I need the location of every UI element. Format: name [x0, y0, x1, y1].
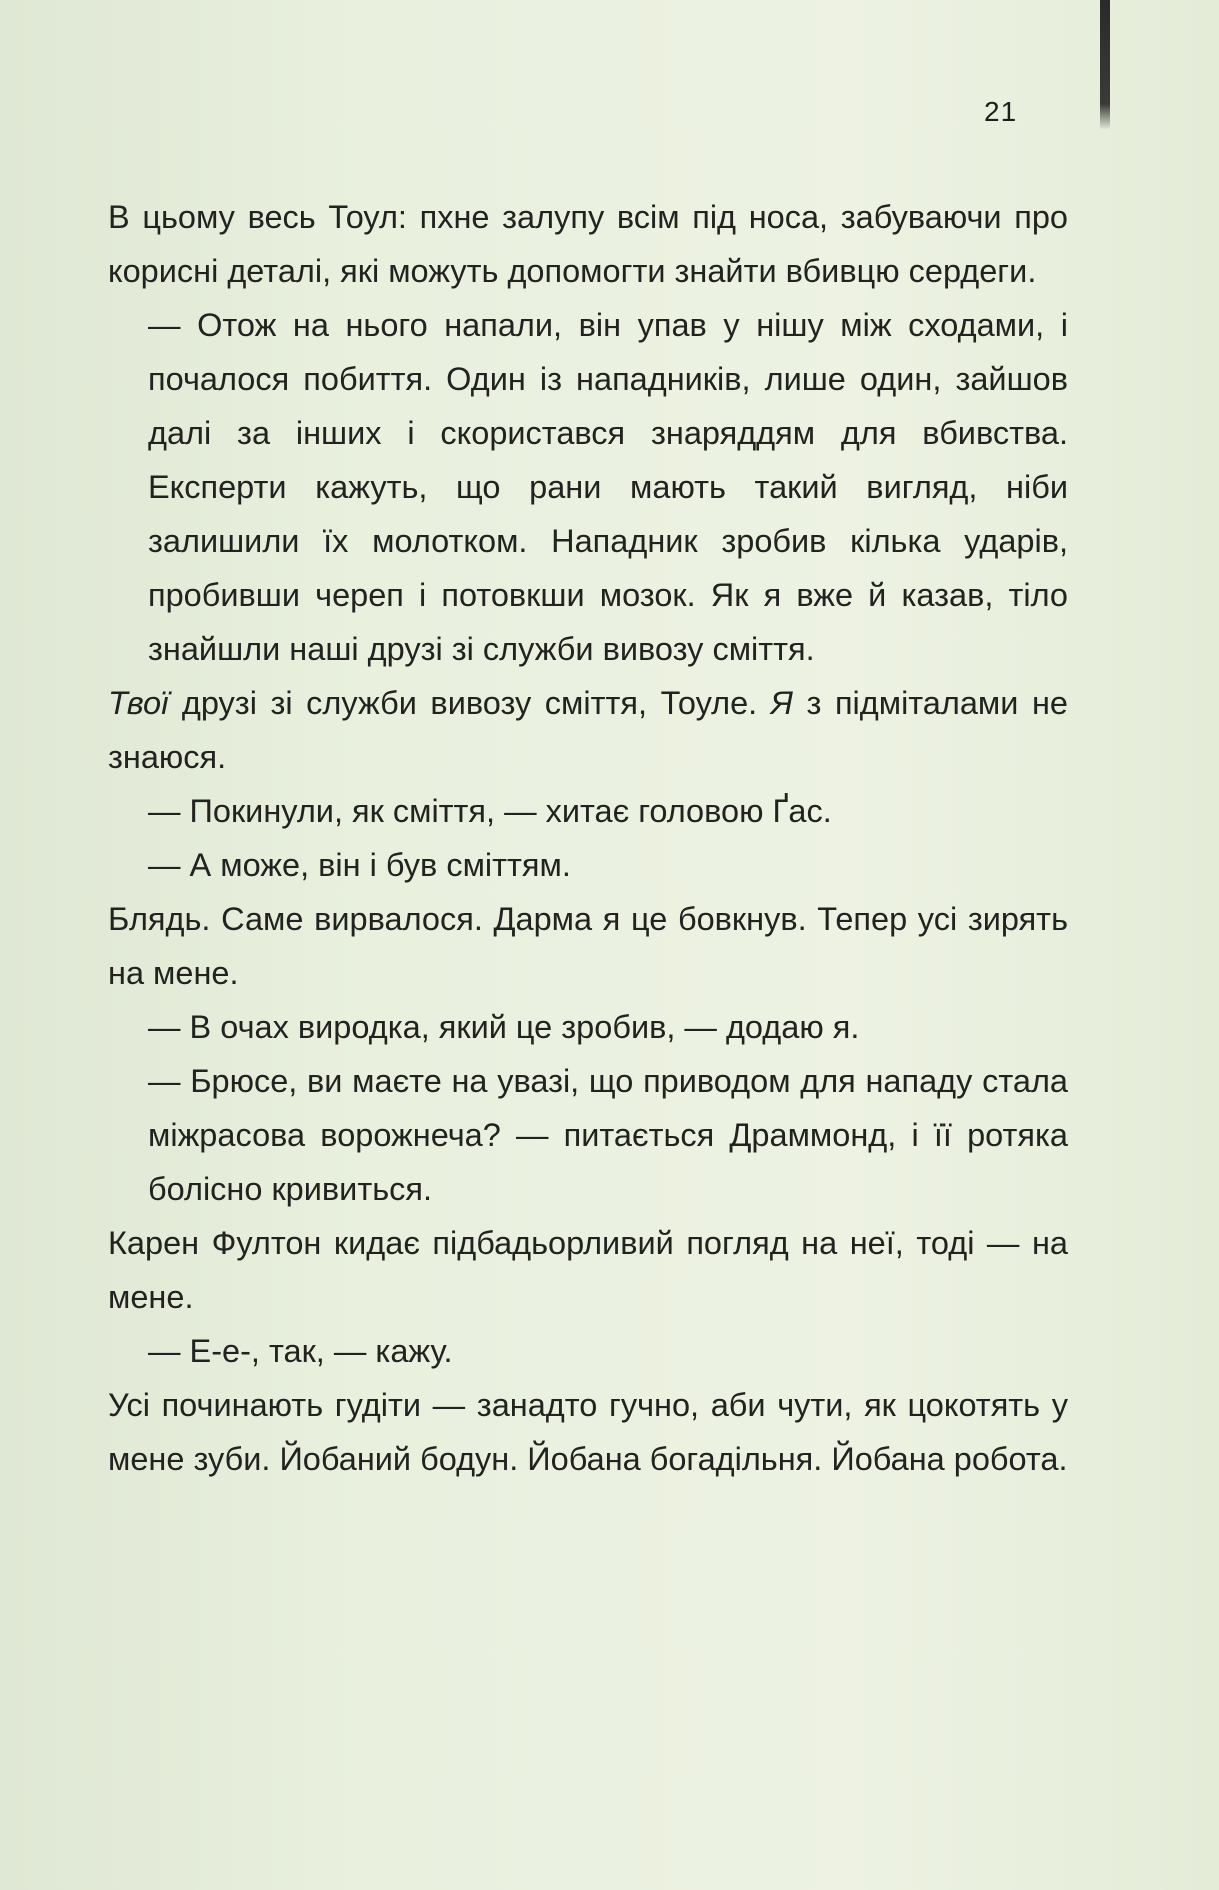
- dialog-paragraph: [108, 784, 1068, 838]
- text-run: — В очах виродка, який це зробив, — додаю я.: [148, 1009, 860, 1045]
- narration-paragraph: [108, 190, 1068, 298]
- text-run: Блядь. Саме вирвалося. Дарма я це бовкнув. Тепер усі зирять на мене.: [108, 901, 1068, 991]
- text-run: друзі зі служби вивозу сміття, Тоуле.: [168, 685, 771, 721]
- page-edge-shadow: [1100, 0, 1110, 130]
- text-run: — Е-е-, так, — кажу.: [148, 1333, 453, 1369]
- text-run: — Брюсе, ви маєте на увазі, що приводом для нападу стала міжрасова ворожнеча? — питається Драммонд, і її ротяка болісно кривиться.: [148, 1063, 1068, 1207]
- italic-text: Твої: [108, 685, 169, 721]
- italic-text: Я: [770, 685, 793, 721]
- dialog-paragraph: [108, 1054, 1068, 1216]
- page-number: 21: [984, 96, 1018, 127]
- narration-paragraph: [108, 1216, 1068, 1324]
- dialog-paragraph: [108, 1000, 1068, 1054]
- dialog-paragraph: [108, 838, 1068, 892]
- dialog-paragraph: [108, 1324, 1068, 1378]
- text-run: Усі починають гудіти — занадто гучно, аби чути, як цокотять у мене зуби. Йобаний бодун. Йобана богадільня. Йобана робота.: [108, 1387, 1068, 1477]
- text-run: з підміталами не знаюся.: [108, 685, 1068, 775]
- narration-paragraph: [108, 676, 1068, 784]
- narration-paragraph: [108, 1378, 1068, 1486]
- text-run: — Покинули, як сміття, — хитає головою Ґас.: [148, 793, 832, 829]
- narration-paragraph: [108, 892, 1068, 1000]
- text-run: — Отож на нього напали, він упав у нішу між сходами, і почалося побиття. Один із нападників, лише один, зайшов далі за інших і скористався знаряддям для вбивства. Експерти кажуть, що рани мають такий вигляд, ніби залишили їх молотком. Нападник зробив кілька ударів, пробивши череп і потовкши мозок. Як я вже й казав, тіло знайшли наші друзі зі служби вивозу сміття.: [148, 307, 1068, 667]
- text-run: В цьому весь Тоул: пхне залупу всім під носа, забуваючи про корисні деталі, які можуть допомогти знайти вбивцю сердеги.: [108, 199, 1068, 289]
- body-text: [108, 190, 1068, 1486]
- text-run: — А може, він і був сміттям.: [148, 847, 571, 883]
- text-run: Карен Фултон кидає підбадьорливий погляд на неї, тоді — на мене.: [108, 1225, 1068, 1315]
- dialog-paragraph: [108, 298, 1068, 676]
